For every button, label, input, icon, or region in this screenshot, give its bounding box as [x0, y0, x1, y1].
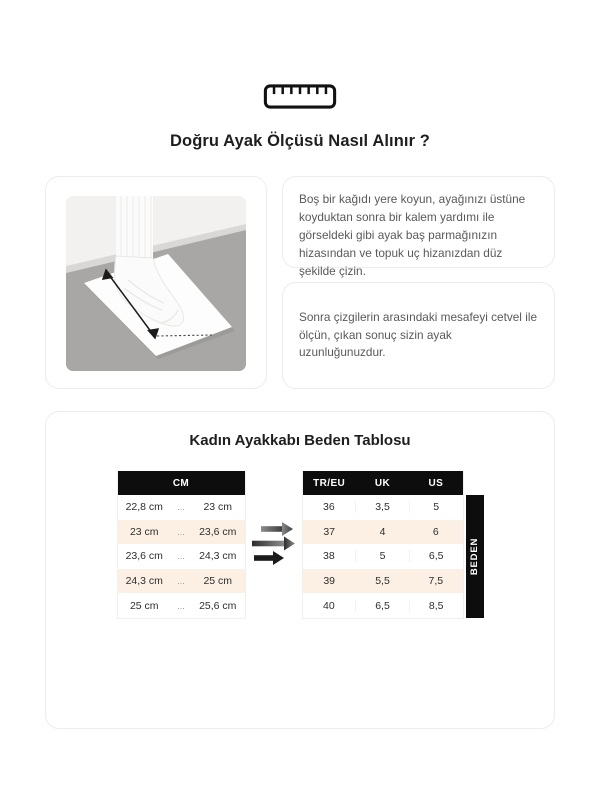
table-cell: 38 [322, 550, 335, 563]
ruler-icon [263, 84, 337, 109]
table-cell: 39 [323, 575, 335, 588]
size-table-row [303, 569, 463, 594]
measurement-photo-card [45, 176, 267, 389]
conversion-arrows-icon [248, 521, 300, 567]
table-cell: 25 cm [203, 575, 233, 588]
table-cell: 23,6 cm [125, 550, 163, 563]
intl-size-table-wrap [302, 471, 484, 619]
table-cell: 4 [379, 525, 386, 538]
table-cell: 7,5 [428, 575, 444, 588]
cm-table-row [118, 593, 245, 618]
column-header: UK [374, 477, 391, 489]
instruction-card-1 [282, 176, 555, 278]
beden-side-bar [466, 495, 484, 618]
cm-table-row [118, 544, 245, 569]
table-cell: 25,6 cm [199, 599, 237, 612]
table-cell: 24,3 cm [125, 575, 163, 588]
measure-instructions-section [45, 176, 555, 389]
table-cell: 24,3 cm [199, 550, 237, 563]
cm-table-row [118, 495, 245, 520]
table-cell: ... [177, 502, 185, 513]
intl-size-table [302, 471, 464, 619]
instruction-cards [282, 176, 555, 389]
table-cell: 23 cm [203, 501, 233, 514]
instruction-step-1-text: Boş bir kağıdı yere koyun, ayağınızı üstüne koyduktan sonra bir kalem yardımı ile görseldeki gibi ayak baş parmağınızın hizasından ve topuk uç hizanızdan düz şekilde çizin. [299, 192, 526, 278]
size-table-row [303, 495, 463, 520]
table-cell: 23 cm [129, 525, 159, 538]
size-table-body [303, 495, 463, 618]
instruction-card-2 [282, 282, 555, 389]
table-cell: 37 [323, 525, 335, 538]
cm-table-row [118, 569, 245, 594]
size-table-row [303, 544, 463, 569]
header-icon-wrap [0, 0, 600, 109]
table-cell: ... [177, 526, 185, 537]
table-cell: 8,5 [409, 600, 463, 612]
table-cell: ... [177, 600, 185, 611]
size-table-title: Kadın Ayakkabı Beden Tablosu [189, 432, 411, 449]
table-cell: 5 [409, 501, 463, 513]
column-header: CM [172, 477, 190, 489]
cm-table-header [118, 471, 245, 495]
table-cell: 5 [355, 550, 409, 562]
conversion-arrows [246, 521, 302, 567]
cm-table [117, 471, 246, 619]
table-cell: 5,5 [375, 575, 390, 588]
table-cell: 40 [322, 599, 335, 612]
column-header: US [428, 477, 444, 489]
instruction-step-2-text: Sonra çizgilerin arasındaki mesafeyi cetvel ile ölçün, çıkan sonuç sizin ayak uzunluğunuzdur. [299, 309, 538, 360]
size-tables-row [46, 471, 554, 619]
size-table-row [303, 520, 463, 545]
cm-table-row [118, 520, 245, 545]
table-cell: 23,6 cm [199, 525, 237, 538]
size-table-row [303, 593, 463, 618]
page-title: Doğru Ayak Ölçüsü Nasıl Alınır ? [170, 132, 430, 150]
table-cell: 3,5 [355, 501, 409, 513]
foot-measure-photo [66, 196, 246, 371]
column-header: TR/EU [313, 477, 346, 489]
beden-label: BEDEN [469, 537, 481, 576]
table-cell: 22,8 cm [125, 501, 163, 514]
table-cell: 6 [432, 525, 439, 538]
table-cell: 25 cm [129, 599, 159, 612]
size-table-header [303, 471, 463, 495]
table-cell: 6,5 [409, 550, 463, 562]
cm-table-body [118, 495, 245, 618]
table-cell: 6,5 [355, 600, 409, 612]
table-cell: 36 [322, 501, 335, 514]
table-cell: ... [177, 551, 185, 562]
table-cell: ... [177, 576, 185, 587]
size-table-card [45, 411, 555, 729]
